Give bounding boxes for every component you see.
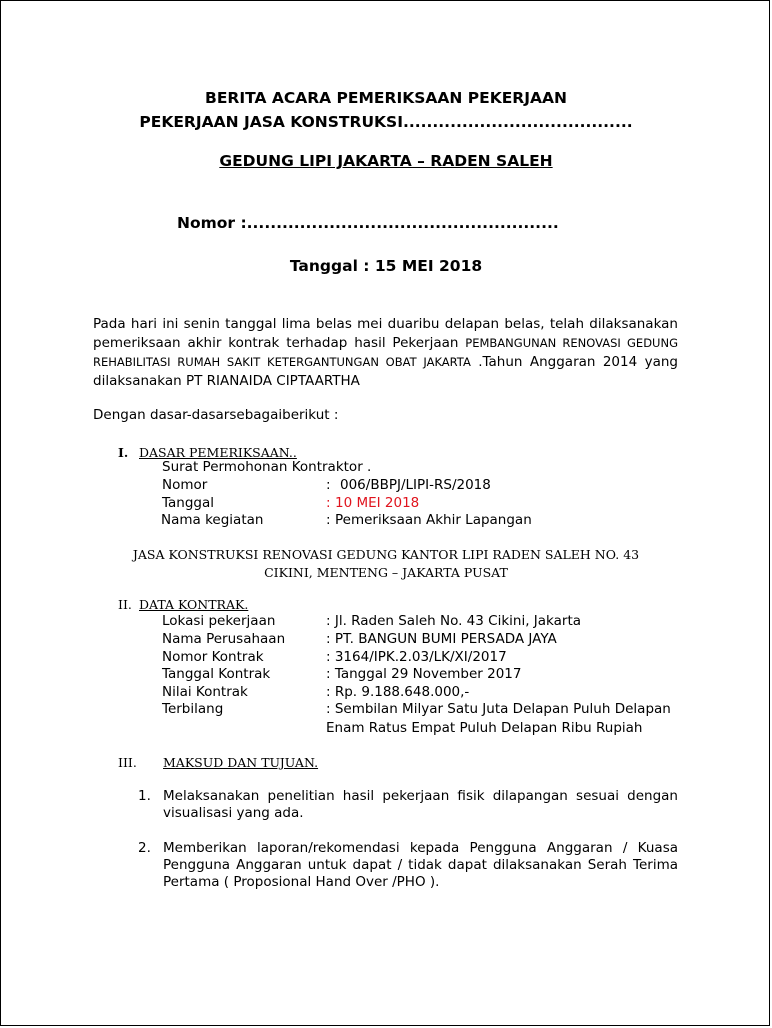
item-2-number: 2. <box>138 840 151 856</box>
title-line-2: PEKERJAAN JASA KONSTRUKSI....................................... <box>139 113 633 131</box>
section-3-title: MAKSUD DAN TUJUAN. <box>163 755 319 770</box>
title-line-1: BERITA ACARA PEMERIKSAAN PEKERJAAN <box>205 89 567 107</box>
tanggal-kontrak-value: : Tanggal 29 November 2017 <box>326 666 522 682</box>
item-1-text: Melaksanakan penelitian hasil pekerjaan fisik dilapangan sesuai dengan visualisasi yang ada. <box>163 788 678 821</box>
tanggal-line: Tanggal : 15 MEI 2018 <box>289 257 483 275</box>
lokasi-label: Lokasi pekerjaan <box>162 613 276 629</box>
building-title: GEDUNG LIPI JAKARTA – RADEN SALEH <box>219 152 553 170</box>
item-1-number: 1. <box>138 788 151 804</box>
nomor-kontrak-value: : 3164/IPK.2.03/LK/XI/2017 <box>326 649 507 665</box>
tanggal-value: 10 MEI 2018 <box>335 495 420 511</box>
item-2-text: Memberikan laporan/rekomendasi kepada Pengguna Anggaran / Kuasa Pengguna Anggaran untuk dapat / tidak dapat dilaksanakan Serah Terima Pertama ( Proposional Hand Over /PHO ). <box>163 840 678 890</box>
dasar-line: Dengan dasar-dasarsebagaiberikut : <box>93 407 339 423</box>
nomor-line: Nomor :..................................................... <box>177 214 559 232</box>
tanggal-sep: : <box>326 495 331 511</box>
intro-text-2: .Tahun Anggaran 2014 yang dilaksanakan PT RIANAIDA CIPTAARTHA <box>93 354 678 389</box>
kegiatan-sep: : <box>326 512 331 528</box>
terbilang-label: Terbilang <box>162 701 224 717</box>
terbilang-value-2: Enam Ratus Empat Puluh Delapan Ribu Rupiah <box>326 720 643 736</box>
nilai-kontrak-label: Nilai Kontrak <box>162 684 248 700</box>
nomor-sep: : <box>326 477 331 493</box>
intro-paragraph <box>93 315 678 391</box>
section-3-number: III. <box>118 755 137 770</box>
surat-line: Surat Permohonan Kontraktor . <box>162 459 372 475</box>
nomor-label: Nomor <box>162 477 208 493</box>
jasa-line-2: CIKINI, MENTENG – JAKARTA PUSAT <box>264 565 508 580</box>
tanggal-label: Tanggal <box>162 495 215 511</box>
nomor-value: 006/BBPJ/LIPI-RS/2018 <box>340 477 491 493</box>
section-1-title: DASAR PEMERIKSAAN.. <box>139 445 297 460</box>
intro-text-1: Pada hari ini senin tanggal lima belas mei duaribu delapan belas, telah dilaksanakan pemeriksaan akhir kontrak terhadap hasil Pekerjaan <box>93 316 678 351</box>
nomor-kontrak-label: Nomor Kontrak <box>162 649 264 665</box>
terbilang-value: : Sembilan Milyar Satu Juta Delapan Puluh Delapan <box>326 701 671 717</box>
perusahaan-value: : PT. BANGUN BUMI PERSADA JAYA <box>326 631 557 647</box>
perusahaan-label: Nama Perusahaan <box>162 631 286 647</box>
kegiatan-value: Pemeriksaan Akhir Lapangan <box>335 512 532 528</box>
project-name: PEMBANGUNAN RENOVASI GEDUNG REHABILITASI RUMAH SAKIT KETERGANTUNGAN OBAT JAKARTA <box>93 336 678 369</box>
kegiatan-label: Nama kegiatan <box>161 512 264 528</box>
section-1-number: I. <box>118 445 129 460</box>
tanggal-kontrak-label: Tanggal Kontrak <box>162 666 271 682</box>
lokasi-value: : Jl. Raden Saleh No. 43 Cikini, Jakarta <box>326 613 582 629</box>
section-2-title: DATA KONTRAK. <box>139 597 249 612</box>
section-2-number: II. <box>118 597 132 612</box>
jasa-line-1: JASA KONSTRUKSI RENOVASI GEDUNG KANTOR LIPI RADEN SALEH NO. 43 <box>132 547 640 562</box>
nilai-kontrak-value: : Rp. 9.188.648.000,- <box>326 684 470 700</box>
